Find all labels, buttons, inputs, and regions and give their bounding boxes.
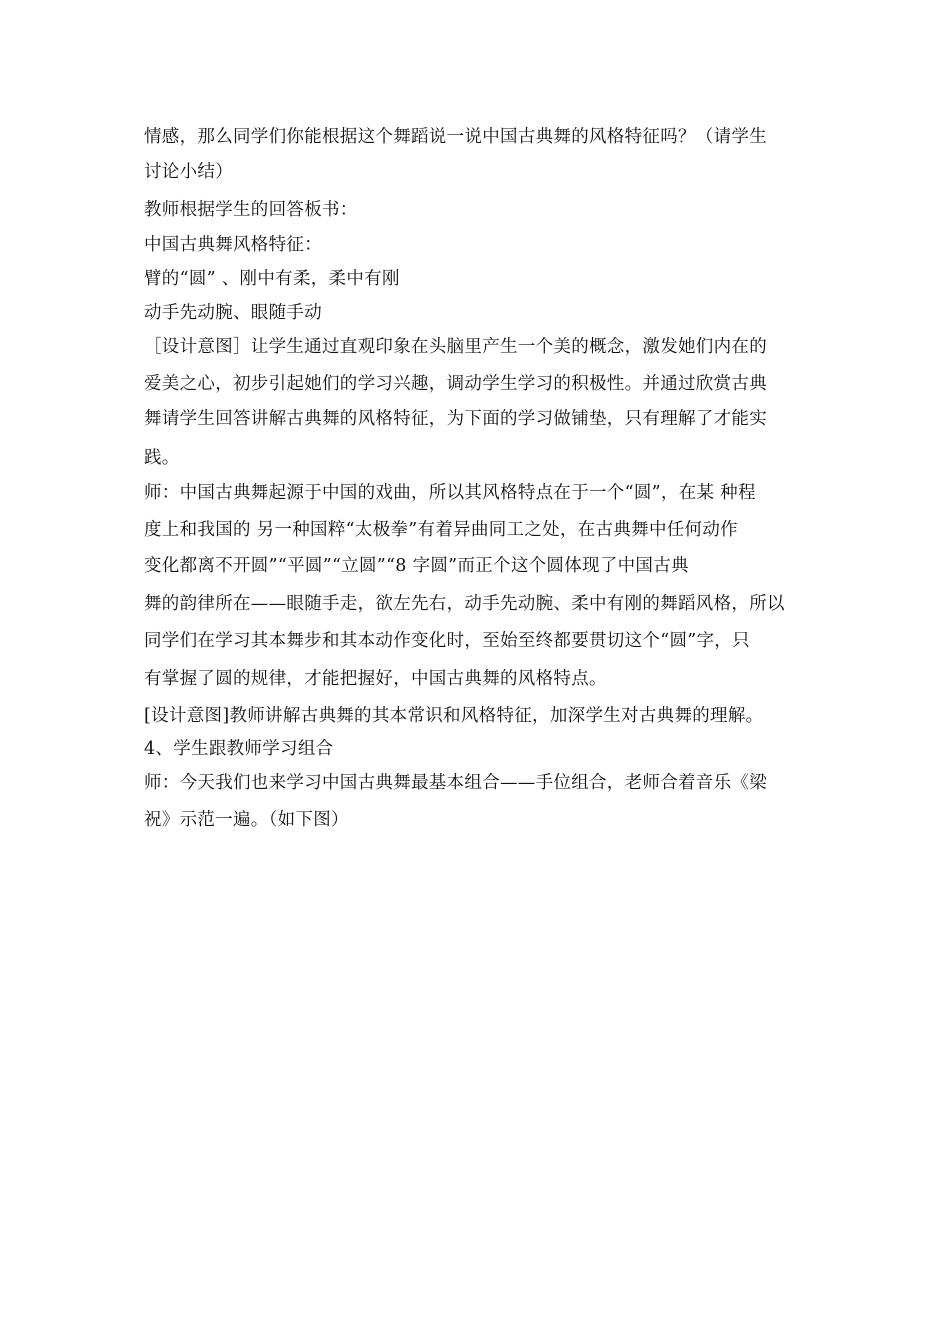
text-line-7: ［设计意图］让学生通过直观印象在头脑里产生一个美的概念，激发她们内在的 — [144, 337, 767, 357]
text-line-9: 舞请学生回答讲解古典舞的风格特征，为下面的学习做铺垫，只有理解了才能实 — [144, 409, 767, 429]
text-line-17: [设计意图]教师讲解古典舞的其本常识和风格特征，加深学生对古典舞的理解。 — [144, 706, 764, 726]
text-line-3: 教师根据学生的回答板书： — [144, 200, 358, 220]
text-line-6: 动手先动腕、眼随手动 — [144, 303, 322, 323]
text-line-8: 爱美之心，初步引起她们的学习兴趣，调动学生学习的积极性。并通过欣赏古典 — [144, 374, 767, 394]
text-line-15: 同学们在学习其本舞步和其本动作变化时，至始至终都要贯切这个“圆”字，只 — [144, 631, 750, 651]
text-line-19: 师：今天我们也来学习中国古典舞最基本组合——手位组合，老师合着音乐《梁 — [144, 773, 767, 793]
text-line-2: 讨论小结） — [144, 162, 233, 182]
text-line-14: 舞的韵律所在——眼随手走，欲左先右，动手先动腕、柔中有刚的舞蹈风格，所以 — [144, 594, 785, 614]
text-line-4: 中国古典舞风格特征： — [144, 235, 322, 255]
text-line-18: 4、学生跟教师学习组合 — [144, 739, 334, 759]
text-line-12: 度上和我国的 另一种国粹“太极拳”有着异曲同工之处，在古典舞中任何动作 — [144, 520, 738, 540]
text-line-13: 变化都离不开圆”“平圆”“立圆”“8 字圆”而正个这个圆体现了中国古典 — [144, 556, 689, 576]
text-line-5: 臂的“圆” 、刚中有柔，柔中有刚 — [144, 269, 400, 289]
text-line-11: 师：中国古典舞起源于中国的戏曲，所以其风格特点在于一个“圆”，在某 种程 — [144, 483, 756, 503]
text-line-16: 有掌握了圆的规律，才能把握好，中国古典舞的风格特点。 — [144, 669, 607, 689]
text-line-1: 情感，那么同学们你能根据这个舞蹈说一说中国古典舞的风格特征吗？（请学生 — [144, 127, 767, 147]
text-line-10: 践。 — [144, 448, 180, 468]
text-line-20: 祝》示范一遍。（如下图） — [144, 810, 349, 830]
